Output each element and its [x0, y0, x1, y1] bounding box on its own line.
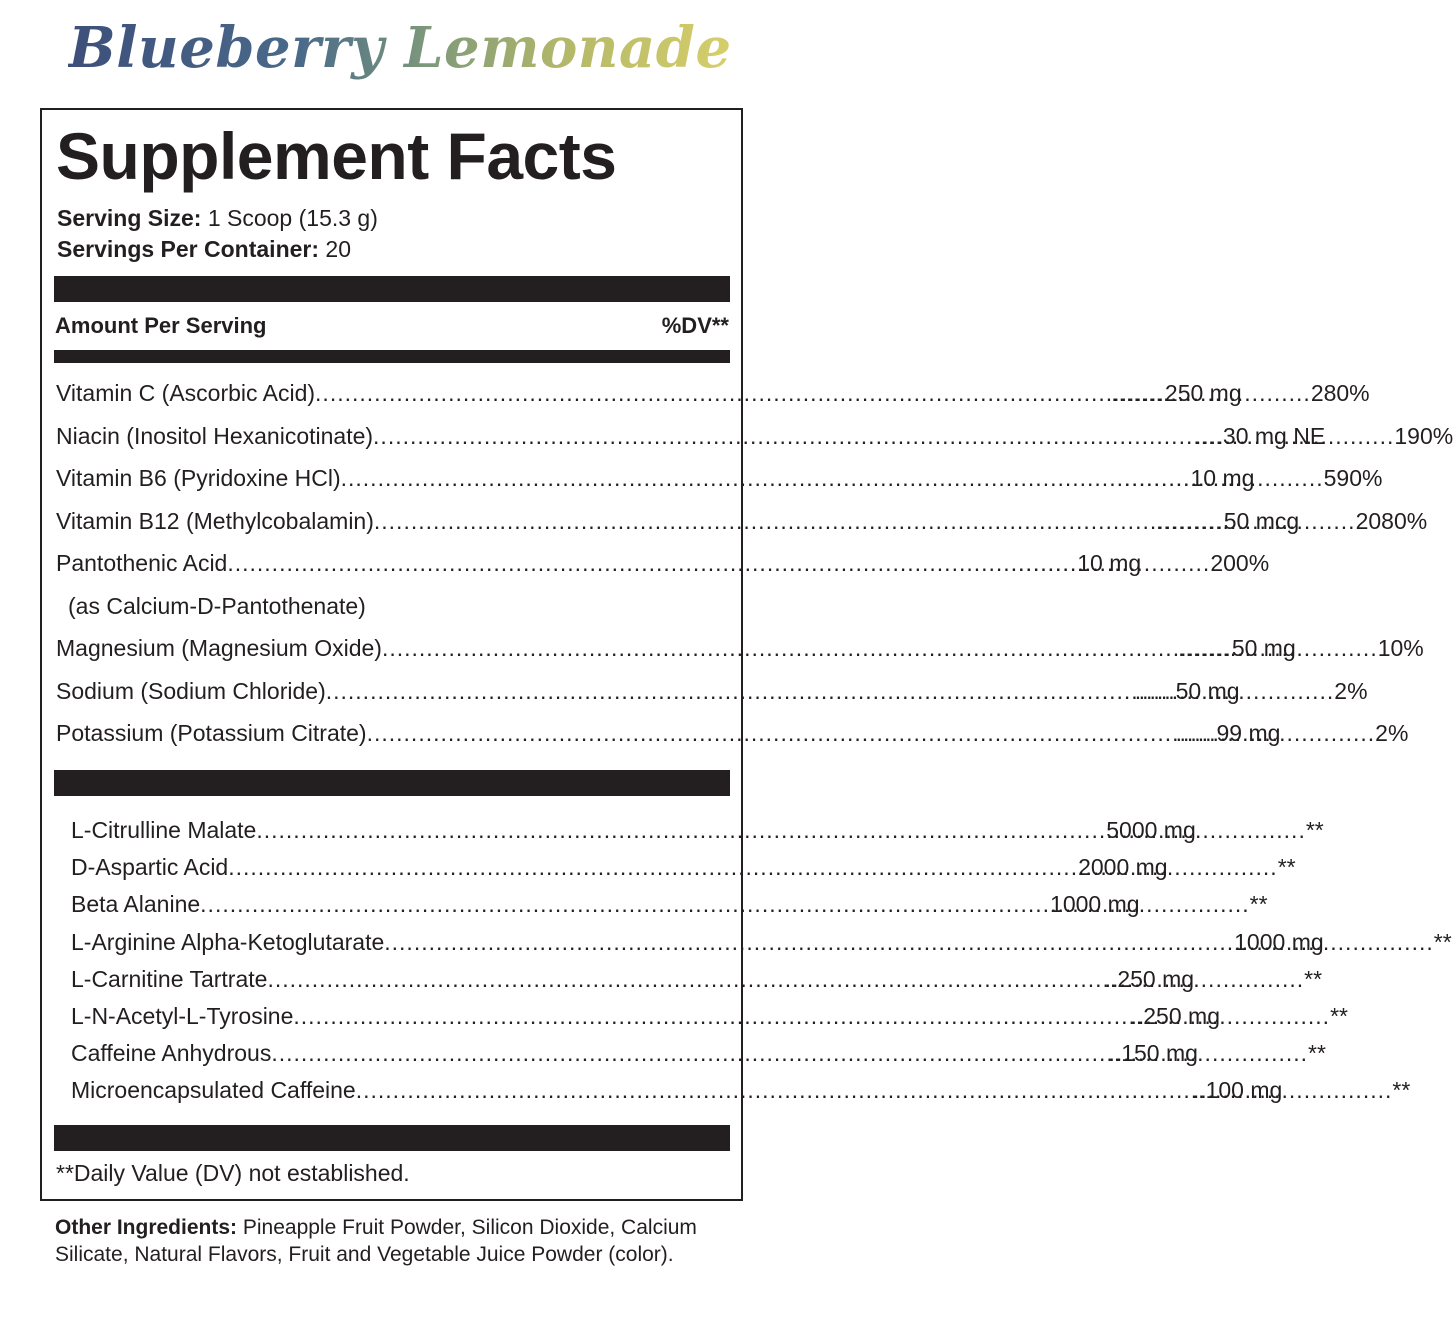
dv-cell — [1204, 815, 1324, 845]
dot-leader — [1111, 378, 1311, 408]
ingredient-name: L-Citrulline Malate — [71, 817, 257, 843]
ingredient-name: Vitamin B12 (Methylcobalamin) — [56, 507, 374, 534]
dv-cell — [1176, 852, 1296, 882]
ingredient-dv: ** — [1277, 854, 1296, 881]
ingredient-name: Vitamin B6 (Pyridoxine HCl) — [56, 465, 341, 491]
dot-leader — [293, 1001, 1143, 1031]
blend-row — [71, 889, 1268, 919]
dv-cell — [1228, 1001, 1348, 1031]
dot-leader — [1124, 463, 1324, 493]
dot-leader — [1050, 889, 1250, 919]
ingredient-name: L-Arginine Alpha-Ketoglutarate — [71, 928, 385, 955]
vitamin-row — [56, 463, 1383, 493]
ingredient-name: Niacin (Inositol Hexanicotinate) — [56, 422, 374, 449]
servings-per-container — [57, 236, 351, 263]
ingredient-name: Sodium (Sodium Chloride) — [56, 677, 326, 704]
ingredient-amount: 10 mg — [1190, 465, 1255, 491]
ingredient-name: Potassium (Potassium Citrate) — [56, 720, 367, 746]
dot-leader — [384, 927, 1234, 957]
medium-divider — [54, 350, 730, 363]
dot-leader — [1106, 815, 1306, 845]
blend-row — [71, 815, 1324, 845]
servings-per-container-value: 20 — [325, 236, 352, 262]
vitamin-row — [56, 718, 1409, 748]
amount-header — [55, 313, 729, 339]
dot-leader — [1193, 1075, 1393, 1105]
dv-cell — [1262, 463, 1382, 493]
ingredient-amount: 1000 mg — [1234, 928, 1324, 955]
ingredient-dv: ** — [1308, 1040, 1326, 1067]
dot-leader — [256, 815, 1106, 845]
blend-row — [71, 1001, 1348, 1031]
servings-per-container-label: Servings Per Container: — [57, 236, 320, 262]
ingredient-name: Caffeine Anhydrous — [71, 1040, 272, 1067]
dot-leader — [326, 676, 1176, 706]
panel-title: Supplement Facts — [56, 119, 617, 193]
dot-leader — [341, 463, 1191, 493]
ingredient-amount: 50 mg — [1231, 635, 1296, 661]
ingredient-dv: ** — [1392, 1077, 1411, 1104]
ingredient-sub-line: (as Calcium-D-Pantothenate) — [68, 592, 366, 619]
dot-leader — [1011, 548, 1211, 578]
amount-per-serving-label: Amount Per Serving — [55, 313, 267, 338]
ingredient-dv: ** — [1304, 965, 1323, 992]
dv-cell — [1149, 548, 1269, 578]
ingredient-dv: ** — [1249, 891, 1268, 918]
dot-leader — [356, 1075, 1206, 1105]
other-ingredients-label: Other Ingredients: — [55, 1216, 238, 1239]
ingredient-dv: 2% — [1334, 677, 1368, 704]
dot-leader — [1108, 1038, 1308, 1068]
blend-row — [71, 927, 1452, 957]
dot-leader — [271, 1038, 1121, 1068]
ingredient-dv: ** — [1433, 928, 1452, 955]
dv-cell — [1304, 633, 1424, 663]
dot-leader — [367, 718, 1217, 748]
vitamin-row — [56, 633, 1424, 663]
dv-cell — [1333, 421, 1453, 451]
ingredient-name: Vitamin C (Ascorbic Acid) — [56, 380, 316, 406]
thick-divider — [54, 276, 730, 302]
dot-leader — [1105, 964, 1305, 994]
ingredient-dv: 2% — [1375, 720, 1409, 746]
ingredient-amount: 250 mg — [1117, 965, 1195, 992]
flavor-name: Blueberry Lemonade — [68, 15, 732, 81]
ingredient-name: D-Aspartic Acid — [71, 854, 229, 881]
ingredient-dv: 200% — [1210, 550, 1270, 576]
ingredient-name: Beta Alanine — [71, 891, 201, 918]
serving-size — [57, 205, 378, 232]
ingredient-name: L-Carnitine Tartrate — [71, 965, 268, 992]
dv-cell — [1307, 506, 1427, 536]
blend-row — [71, 852, 1296, 882]
dv-cell — [1248, 676, 1368, 706]
vitamin-row — [56, 506, 1428, 536]
ingredient-amount: 30 mg NE — [1222, 422, 1326, 449]
ingredient-name: Microencapsulated Caffeine — [71, 1077, 356, 1104]
vitamin-row — [56, 421, 1453, 451]
dv-cell — [1202, 964, 1322, 994]
dot-leader — [1234, 927, 1434, 957]
thick-divider-footer — [54, 1125, 730, 1151]
ingredient-dv: 280% — [1310, 380, 1370, 406]
dot-leader — [200, 889, 1050, 919]
dot-leader — [1156, 506, 1356, 536]
other-ingredients-text: Pineapple Fruit Powder, Silicon Dioxide, Calcium Silicate, Natural Flavors, Fruit and Vegetable Juice Powder (color). — [55, 1216, 697, 1266]
dot-leader — [315, 378, 1165, 408]
ingredient-dv: 190% — [1394, 422, 1453, 449]
vitamin-row — [56, 378, 1370, 408]
serving-size-value: 1 Scoop (15.3 g) — [207, 205, 378, 231]
flavor-title — [0, 8, 800, 88]
footnote: **Daily Value (DV) not established. — [56, 1160, 410, 1186]
blend-row — [71, 1038, 1326, 1068]
dot-leader — [227, 548, 1077, 578]
ingredient-dv: 10% — [1377, 635, 1424, 661]
dot-leader — [373, 421, 1223, 451]
ingredient-amount: 10 mg — [1077, 550, 1142, 576]
dot-leader — [374, 506, 1224, 536]
supplement-facts-panel — [40, 108, 1453, 1201]
ingredient-amount: 250 mg — [1143, 1003, 1220, 1029]
dv-cell — [1290, 1075, 1410, 1105]
vitamin-row — [56, 676, 1368, 706]
dv-cell — [1148, 889, 1268, 919]
dot-leader — [1178, 633, 1378, 663]
ingredient-amount: 250 mg — [1164, 380, 1242, 406]
thick-divider-blend — [54, 770, 730, 796]
ingredient-name: L-N-Acetyl-L-Tyrosine — [71, 1003, 294, 1029]
ingredient-amount: 99 mg — [1216, 720, 1281, 746]
ingredient-amount: 5000 mg — [1106, 817, 1196, 843]
blend-row — [71, 1075, 1411, 1105]
dot-leader — [1176, 718, 1376, 748]
blend-row — [71, 964, 1323, 994]
other-ingredients — [55, 1214, 745, 1268]
dot-leader — [382, 633, 1232, 663]
ingredient-amount: 50 mg — [1175, 677, 1240, 704]
ingredient-dv: 590% — [1323, 465, 1383, 491]
ingredient-name: Magnesium (Magnesium Oxide) — [56, 635, 382, 661]
dv-cell — [1250, 378, 1370, 408]
dv-cell — [1288, 718, 1408, 748]
ingredient-dv: ** — [1330, 1003, 1348, 1029]
ingredient-amount: 100 mg — [1205, 1077, 1283, 1104]
dot-leader — [1135, 676, 1335, 706]
dot-leader — [1195, 421, 1395, 451]
ingredient-name: Pantothenic Acid — [56, 550, 228, 576]
ingredient-amount: 50 mcg — [1223, 507, 1300, 534]
dv-cell — [1332, 927, 1452, 957]
ingredient-dv: 2080% — [1355, 507, 1428, 534]
serving-size-label: Serving Size: — [57, 205, 202, 231]
ingredient-dv: ** — [1305, 817, 1324, 843]
dot-leader — [1078, 852, 1278, 882]
dot-leader — [267, 964, 1117, 994]
vitamin-row — [56, 548, 1270, 578]
dot-leader — [1131, 1001, 1331, 1031]
ingredient-amount: 2000 mg — [1078, 854, 1168, 881]
dot-leader — [228, 852, 1078, 882]
dv-header: %DV** — [661, 313, 729, 338]
dv-cell — [1206, 1038, 1326, 1068]
ingredient-amount: 150 mg — [1121, 1040, 1198, 1067]
ingredient-amount: 1000 mg — [1050, 891, 1140, 918]
